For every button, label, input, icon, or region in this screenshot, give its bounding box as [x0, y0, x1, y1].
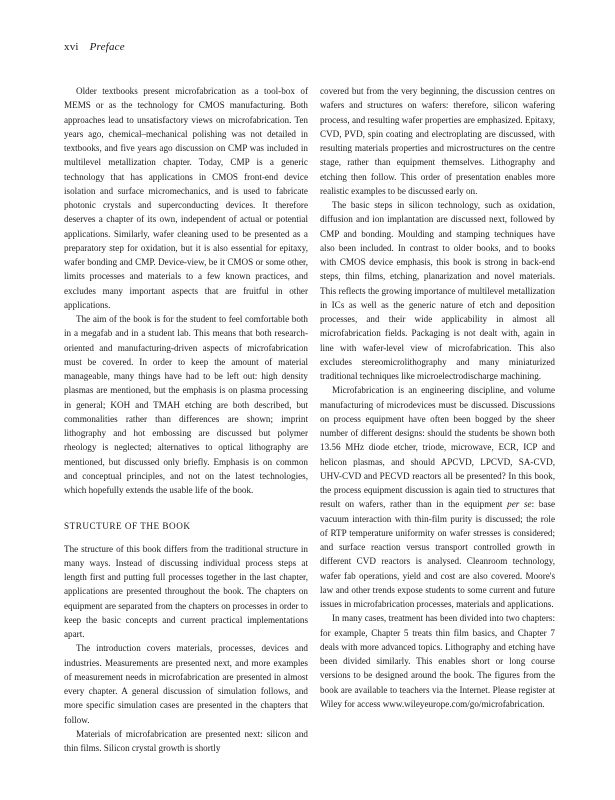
running-title: Preface	[89, 41, 125, 53]
paragraph: The aim of the book is for the student to feel comfortable both in a megafab and in a student lab. This means that both research-oriented and manufacturing-driven aspects of microfabrication must be covered. In order to keep the amount of material manageable, many things have had to be left out: high density plasmas are mentioned, but the emphasis is on plasma processing in general; KOH and TMAH etching are both described, but commonalities rather than differences are shown; imprint lithography and hot embossing are discussed but polymer rheology is neglected; alternatives to optical lithography are mentioned, but discussed only briefly. Emphasis is on common and conceptual principles, and not on the latest technologies, which hopefully extends the usable life of the book.	[64, 314, 308, 495]
paragraph: In many cases, treatment has been divided into two chapters: for example, Chapter 5 treats thin film basics, and Chapter 7 deals with more advanced topics. Lithography and etching have been divided similarly. This enables short or long course versions to be designed around the book. The figures from the book are available to teachers via the Internet. Please register at Wiley for access www.wileyeurope.com/go/microfabrication.	[320, 613, 555, 709]
paragraph-text: Microfabrication is an engineering discipline, and volume manufacturing of microdevices must be discussed. Discussions on process equipment have often been bogged by the sheer number of different designs: should the students be shown both 13.56 MHz diode etcher, triode, microwave, ECR, ICP and helicon plasmas, and should APCVD, LPCVD, SA-CVD, UHV-CVD and PECVD reactors all be presented? In this book, the process equipment discussion is again tied to structures that result on wafers, rather than in the equipment	[320, 385, 555, 510]
page-number: xvi	[64, 41, 79, 53]
paragraph: The basic steps in silicon technology, such as oxidation, diffusion and ion implantation are discussed next, followed by CMP and bonding. Moulding and stamping techniques have also been included. In contrast to older books, and to books with CMOS device emphasis, this book is strong in back-end steps, thin films, etching, planarization and novel materials. This reflects the growing importance of multilevel metallization in ICs as well as the generic nature of etch and deposition processes, and their wide applicability in almost all microfabrication fields. Packaging is not dealt with, again in line with wafer-level view of microfabrication. This also excludes stereomicrolithography and many miniaturized traditional techniques like microelectrodischarge machining.	[320, 200, 555, 381]
paragraph-text: : base vacuum interaction with thin-film purity is discussed; the role of RTP temperature uniformity on wafer stresses is considered; and surface reaction versus transport controlled growth in different CVD reactors is analysed. Cleanroom technology, wafer fab operations, yield and cost are also covered. Moore's law and other trends expose students to some current and future issues in microfabrication processes, materials and applications.	[320, 499, 556, 609]
right-column	[320, 84, 555, 711]
paragraph: The structure of this book differs from the traditional structure in many ways. Instead of discussing individual process steps at length first and putting full processes together in the last chapter, applications are presented throughout the book. The chapters on equipment are separated from the chapters on processes in order to keep the basic concepts and current practical implementations apart.	[64, 543, 308, 639]
left-column	[64, 84, 308, 755]
paragraph: Materials of microfabrication are presented next: silicon and thin films. Silicon crystal growth is shortly	[64, 728, 308, 753]
running-header	[64, 41, 125, 53]
paragraph: covered but from the very beginning, the discussion centres on wafers and structures on wafers: therefore, silicon wafering process, and resulting wafer properties are emphasized. Epitaxy, CVD, PVD, spin coating and electroplating are discussed, with resulting materials properties and microstructures on the centre stage, rather than equipment themselves. Lithography and etching then follow. This order of presentation enables more realistic examples to be discussed early on.	[320, 86, 555, 196]
paragraph: Older textbooks present microfabrication as a tool-box of MEMS or as the technology for CMOS manufacturing. Both approaches lead to unsatisfactory views on microfabrication. Ten years ago, chemical–mechanical polishing was not detailed in textbooks, and five years ago discussion on CMP was included in multilevel metallization chapter. Today, CMP is a generic technology that has applications in CMOS front-end device isolation and surface micromechanics, and is used to fabricate photonic crystals and superconducting devices. It therefore deserves a chapter of its own, independent of actual or potential applications. Similarly, wafer cleaning used to be presented as a preparatory step for oxidation, but it is also essential for epitaxy, wafer bonding and CMP. Device-view, be it CMOS or some other, limits processes and materials to a few known practices, and excludes many important aspects that are fruitful in other applications.	[64, 86, 308, 310]
paragraph: The introduction covers materials, processes, devices and industries. Measurements are presented next, and more examples of measurement needs in microfabrication are presented in almost every chapter. A general discussion of simulation follows, and more specific simulation cases are presented in the chapters that follow.	[64, 643, 308, 725]
emphasis-text: per se	[507, 499, 532, 510]
paragraph	[320, 383, 555, 611]
section-heading: STRUCTURE OF THE BOOK	[64, 521, 191, 532]
